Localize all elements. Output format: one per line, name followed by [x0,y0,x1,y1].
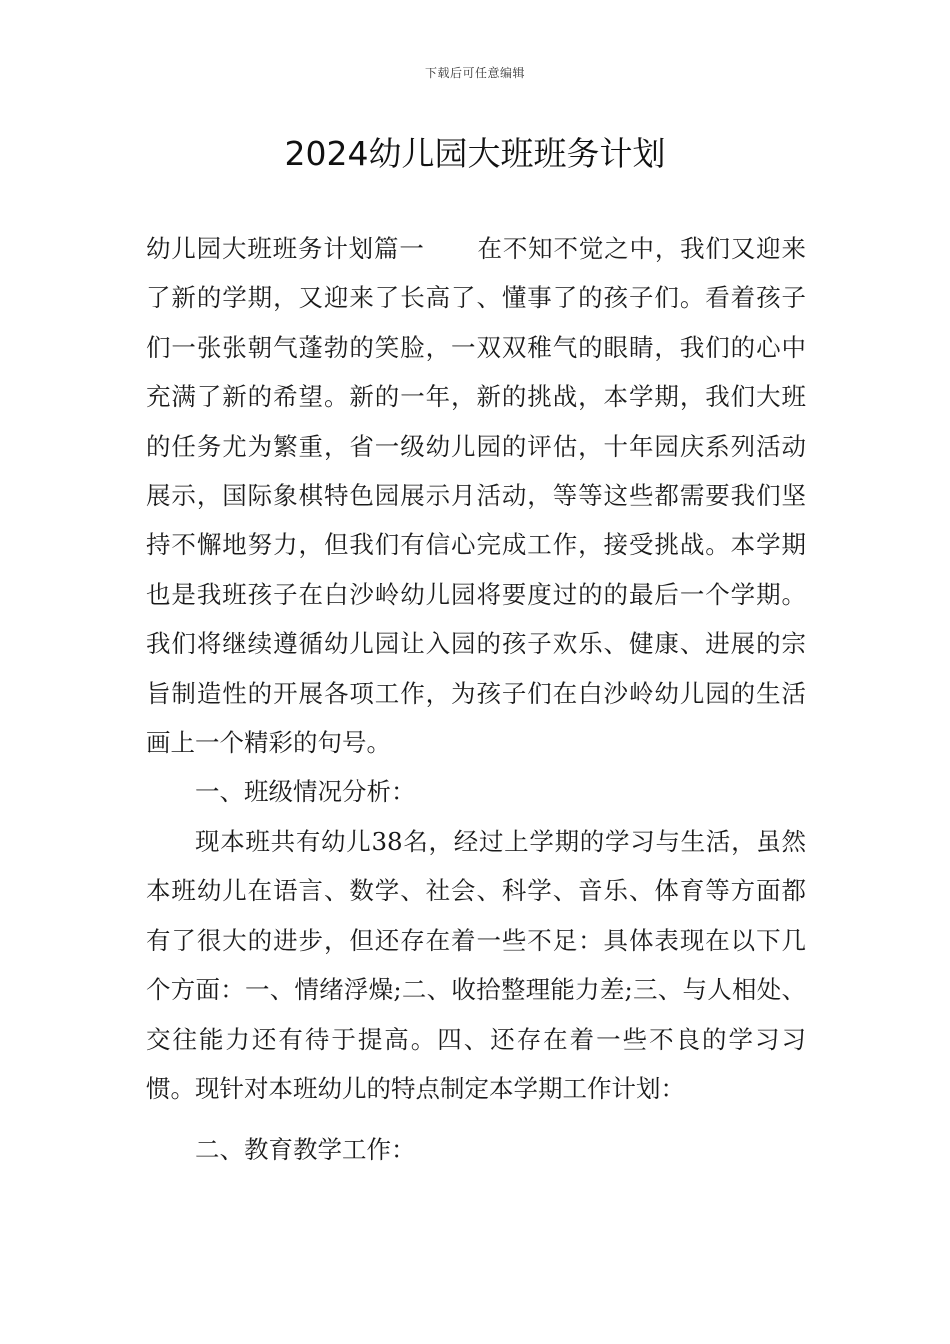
document-body [146,224,806,1175]
section-heading-class-analysis: 一、班级情况分析： [195,777,416,807]
header-note: 下载后可任意编辑 [424,66,525,80]
intro-paragraph [146,224,806,767]
section-heading-teaching: 二、教育教学工作： [195,1135,416,1165]
intro-text: 在不知不觉之中，我们又迎来了新的学期，又迎来了长高了、懂事了的孩子们。看着孩子们一张张朝气蓬勃的笑脸，一双双稚气的眼睛，我们的心中充满了新的希望。新的一年，新的挑战，本学期，我们大班的任务尤为繁重，省一级幼儿园的评估，十年园庆系列活动展示，国际象棋特色园展示月活动，等等这些都需要我们坚持不懈地努力，但我们有信心完成工作，接受挑战。本学期也是我班孩子在白沙岭幼儿园将要度过的的最后一个学期。我们将继续遵循幼儿园让入园的孩子欢乐、健康、进展的宗旨制造性的开展各项工作，为孩子们在白沙岭幼儿园的生活画上一个精彩的句号。 [146,234,807,758]
class-analysis-paragraph: 现本班共有幼儿38名，经过上学期的学习与生活，虽然本班幼儿在语言、数学、社会、科学、音乐、体育等方面都有了很大的进步，但还存在着一些不足：具体表现在以下几个方面：一、情绪浮燥;二、收拾整理能力差;三、与人相处、交往能力还有待于提高。四、还存在着一些不良的学习习惯。现针对本班幼儿的特点制定本学期工作计划： [146,826,806,1103]
page-title: 2024幼儿园大班班务计划 [284,134,666,173]
intro-heading: 幼儿园大班班务计划篇一 [146,234,425,263]
